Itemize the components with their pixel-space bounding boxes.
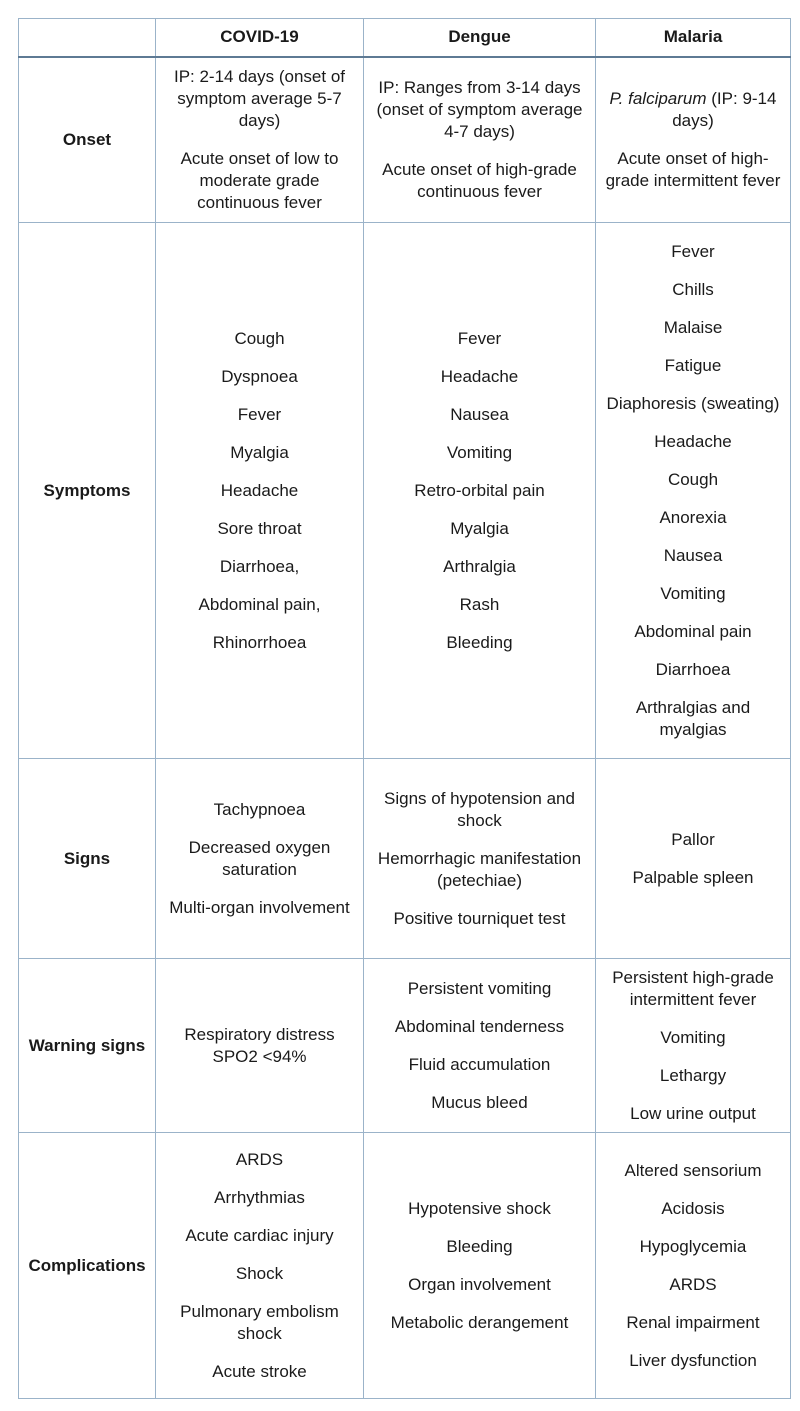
list-item: Altered sensorium xyxy=(624,1160,762,1180)
cell-signs-dengue xyxy=(364,759,596,959)
cell-warning-dengue xyxy=(364,959,596,1133)
list-item: Nausea xyxy=(450,404,509,424)
header-dengue: Dengue xyxy=(364,19,596,57)
header-malaria: Malaria xyxy=(596,19,791,57)
list-item: Cough xyxy=(234,328,285,348)
cell-symptoms-malaria xyxy=(596,223,791,759)
list-item: Sore throat xyxy=(217,518,302,538)
row-symptoms xyxy=(19,223,791,759)
cell-warning-malaria xyxy=(596,959,791,1133)
cell-onset-malaria xyxy=(596,57,791,223)
list-item: IP: 2-14 days (onset of symptom average 5-7 days) xyxy=(173,66,346,130)
cell-complications-covid xyxy=(156,1133,364,1399)
row-label-onset: Onset xyxy=(19,57,156,223)
list-item: Acute onset of low to moderate grade continuous fever xyxy=(180,148,339,212)
cell-complications-malaria xyxy=(596,1133,791,1399)
list-item: Diaphoresis (sweating) xyxy=(606,393,780,413)
list-item: Hemorrhagic manifestation (petechiae) xyxy=(377,848,582,890)
list-item: Pallor xyxy=(671,829,715,849)
list-item xyxy=(604,88,782,132)
list-item: Mucus bleed xyxy=(431,1092,528,1112)
list-item: Respiratory distress SPO2 <94% xyxy=(184,1024,335,1066)
header-covid: COVID-19 xyxy=(156,19,364,57)
list-item: Rhinorrhoea xyxy=(212,632,307,652)
row-onset xyxy=(19,57,791,223)
cell-signs-covid xyxy=(156,759,364,959)
header-corner xyxy=(19,19,156,57)
list-item: Cough xyxy=(667,469,719,489)
list-item: Acute stroke xyxy=(212,1361,307,1381)
list-item: Arrhythmias xyxy=(214,1187,305,1207)
cell-warning-covid xyxy=(156,959,364,1133)
list-item: Abdominal pain, xyxy=(198,594,321,614)
list-item: Liver dysfunction xyxy=(629,1350,757,1370)
list-item: IP: Ranges from 3-14 days (onset of symptom average 4-7 days) xyxy=(376,77,583,141)
list-item: Acute onset of high-grade continuous fever xyxy=(382,159,577,201)
list-item: Retro-orbital pain xyxy=(414,480,545,500)
list-item: Arthralgias and myalgias xyxy=(635,697,751,739)
row-label-warning-signs: Warning signs xyxy=(19,959,156,1133)
list-item: Metabolic derangement xyxy=(390,1312,569,1332)
list-item: Hypotensive shock xyxy=(408,1198,551,1218)
list-item: Palpable spleen xyxy=(632,867,754,887)
list-item: Acidosis xyxy=(661,1198,725,1218)
list-item: Fever xyxy=(237,404,282,424)
list-item: Bleeding xyxy=(446,632,513,652)
cell-signs-malaria xyxy=(596,759,791,959)
cell-symptoms-covid xyxy=(156,223,364,759)
list-item: Acute cardiac injury xyxy=(185,1225,334,1245)
list-item: Shock xyxy=(235,1263,284,1283)
list-item: Organ involvement xyxy=(408,1274,551,1294)
row-label-symptoms: Symptoms xyxy=(19,223,156,759)
list-item: Chills xyxy=(672,279,714,299)
species-name: P. falciparum xyxy=(609,88,707,108)
list-item: Lethargy xyxy=(659,1065,727,1085)
list-item: Diarrhoea, xyxy=(219,556,300,576)
row-warning-signs xyxy=(19,959,791,1133)
list-item: Multi-organ involvement xyxy=(169,897,350,917)
row-complications xyxy=(19,1133,791,1399)
list-item: Persistent vomiting xyxy=(407,978,552,998)
list-item: Tachypnoea xyxy=(213,799,306,819)
list-item: Renal impairment xyxy=(626,1312,760,1332)
list-item: Vomiting xyxy=(446,442,513,462)
cell-onset-covid xyxy=(156,57,364,223)
list-item: Fluid accumulation xyxy=(408,1054,551,1074)
list-item: Bleeding xyxy=(446,1236,513,1256)
header-row xyxy=(19,19,791,57)
list-item: Hypoglycemia xyxy=(639,1236,747,1256)
list-item: Vomiting xyxy=(660,1027,726,1047)
list-item: Fever xyxy=(671,241,715,261)
row-signs xyxy=(19,759,791,959)
list-item: Abdominal pain xyxy=(634,621,752,641)
list-item: Rash xyxy=(459,594,500,614)
list-item: Pulmonary embolism shock xyxy=(180,1301,339,1343)
cell-symptoms-dengue xyxy=(364,223,596,759)
row-label-complications: Complications xyxy=(19,1133,156,1399)
list-item: Nausea xyxy=(663,545,723,565)
list-item: Fever xyxy=(457,328,502,348)
row-label-signs: Signs xyxy=(19,759,156,959)
list-item: Decreased oxygen saturation xyxy=(188,837,331,879)
list-item: Myalgia xyxy=(450,518,509,538)
list-item: Acute onset of high-grade intermittent fever xyxy=(605,148,781,190)
disease-comparison-table xyxy=(18,18,791,1399)
list-item: Diarrhoea xyxy=(655,659,731,679)
list-item: Persistent high-grade intermittent fever xyxy=(612,967,774,1009)
cell-onset-dengue xyxy=(364,57,596,223)
list-item: Arthralgia xyxy=(443,556,516,576)
list-item: ARDS xyxy=(669,1274,717,1294)
list-item: Malaise xyxy=(663,317,723,337)
list-item: Positive tourniquet test xyxy=(393,908,566,928)
list-item: Signs of hypotension and shock xyxy=(384,788,575,830)
cell-complications-dengue xyxy=(364,1133,596,1399)
list-item: Myalgia xyxy=(230,442,289,462)
list-item: Low urine output xyxy=(630,1103,756,1123)
list-item: Dyspnoea xyxy=(221,366,298,386)
list-item: Vomiting xyxy=(660,583,726,603)
list-item: Fatigue xyxy=(664,355,722,375)
list-item: Headache xyxy=(654,431,732,451)
list-item: Headache xyxy=(440,366,519,386)
incubation-period: (IP: 9-14 days) xyxy=(672,88,777,130)
list-item: ARDS xyxy=(235,1149,284,1169)
list-item: Anorexia xyxy=(659,507,727,527)
list-item: Headache xyxy=(220,480,299,500)
list-item: Abdominal tenderness xyxy=(394,1016,565,1036)
